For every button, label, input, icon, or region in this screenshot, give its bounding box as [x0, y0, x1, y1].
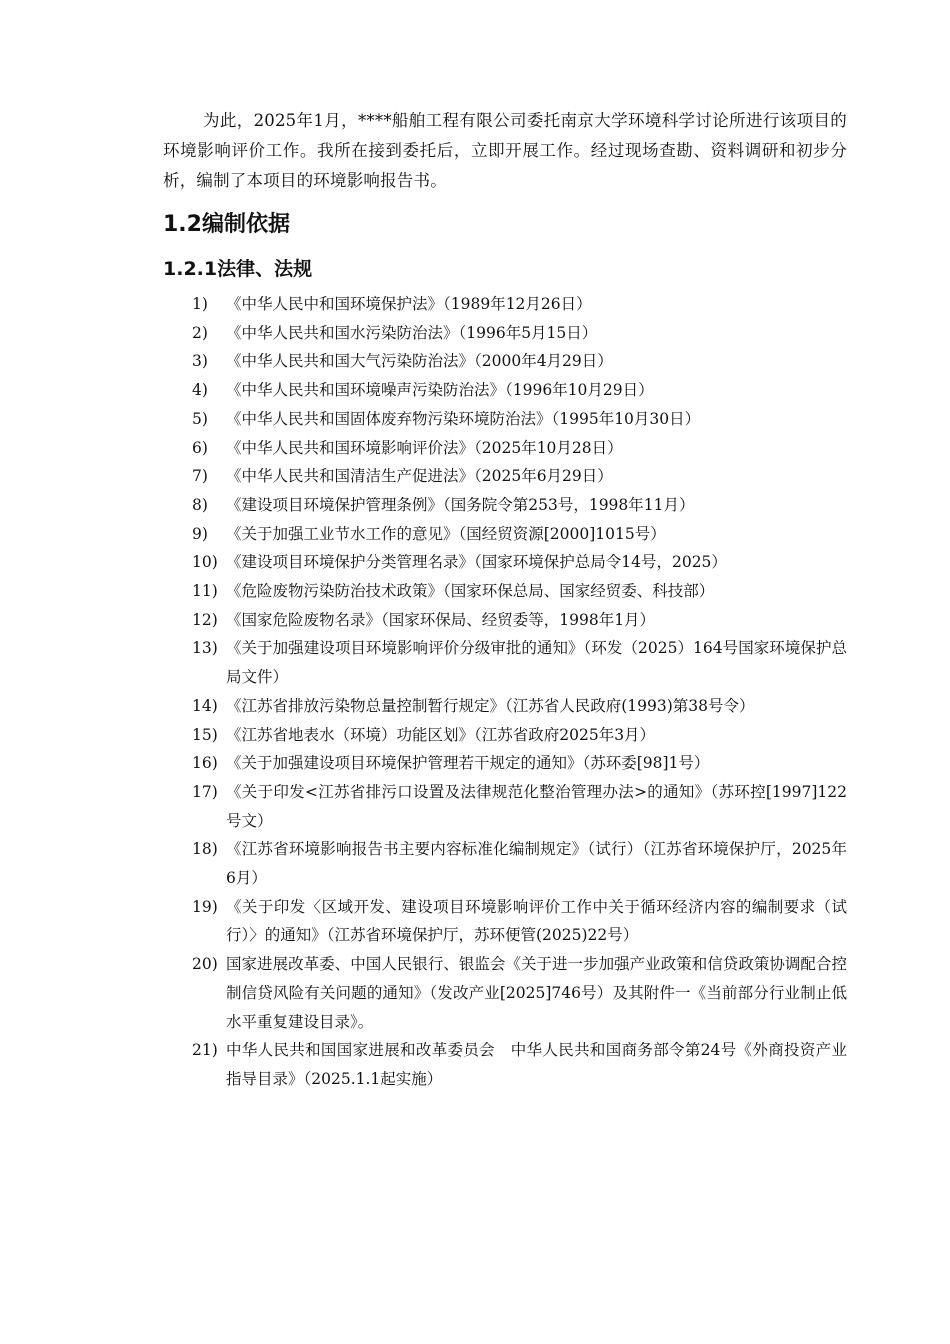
law-list-item — [163, 290, 847, 319]
law-item-text: 《中华人民共和国固体废弃物污染环境防治法》（1995年10月30日） — [226, 409, 701, 428]
law-item-number: 12) — [192, 610, 218, 629]
law-item-text: 《关于印发<江苏省排污口设置及法律规范化整治管理办法>的通知》（苏环控[1997]122号文） — [226, 782, 847, 830]
law-item-number: 7) — [192, 467, 208, 486]
law-list-item — [163, 405, 847, 434]
law-item-text: 中华人民共和国国家进展和改革委员会 中华人民共和国商务部令第24号《外商投资产业指导目录》（2025.1.1起实施） — [226, 1041, 847, 1088]
law-item-number: 5) — [192, 409, 208, 428]
law-item-text: 《国家危险废物名录》（国家环保局、经贸委等，1998年1月） — [226, 610, 656, 629]
law-list-item — [163, 462, 847, 491]
page-content — [163, 106, 847, 1094]
law-list-item — [163, 778, 847, 835]
law-item-number: 11) — [192, 582, 218, 601]
law-item-text: 《中华人民中和国环境保护法》（1989年12月26日） — [226, 295, 592, 313]
law-item-number: 1) — [192, 295, 208, 313]
law-list-item — [163, 606, 847, 635]
law-item-text: 《关于加强建设项目环境保护管理若干规定的通知》（苏环委[98]1号） — [226, 754, 710, 773]
law-list-item — [163, 434, 847, 463]
law-list — [163, 290, 847, 1094]
law-item-text: 《中华人民共和国环境噪声污染防治法》（1996年10月29日） — [226, 381, 654, 400]
law-item-number: 8) — [192, 495, 208, 514]
law-item-text: 国家进展改革委、中国人民银行、银监会《关于进一步加强产业政策和信贷政策协调配合控制信贷风险有关问题的通知》（发改产业[2025]746号）及其附件一《当前部分行业制止低水平重复建设目录》。 — [226, 955, 847, 1031]
law-list-item — [163, 319, 847, 348]
law-list-item — [163, 577, 847, 606]
law-item-number: 14) — [192, 696, 218, 715]
law-list-item — [163, 749, 847, 778]
law-item-text: 《江苏省地表水（环境）功能区划》（江苏省政府2025年3月） — [226, 725, 656, 744]
law-list-item — [163, 950, 847, 1036]
subsection-heading: 1.2.1法律、法规 — [163, 258, 313, 280]
law-item-number: 17) — [192, 782, 218, 801]
law-item-text: 《关于印发〈区域开发、建设项目环境影响评价工作中关于循环经济内容的编制要求（试行）〉的通知》（江苏省环境保护厅，苏环便管(2025)22号） — [226, 897, 847, 945]
law-list-item — [163, 520, 847, 549]
law-item-number: 9) — [192, 524, 208, 543]
law-item-text: 《关于加强建设项目环境影响评价分级审批的通知》（环发（2025）164号国家环境保护总局文件） — [226, 639, 847, 687]
law-list-item — [163, 721, 847, 750]
section-heading: 1.2编制依据 — [163, 212, 290, 237]
law-item-number: 10) — [192, 553, 218, 572]
law-list-item — [163, 491, 847, 520]
law-item-number: 18) — [192, 840, 218, 859]
law-item-text: 《危险废物污染防治技术政策》（国家环保总局、国家经贸委、科技部） — [226, 582, 715, 601]
law-item-number: 15) — [192, 725, 218, 744]
law-item-number: 16) — [192, 754, 218, 773]
law-item-number: 3) — [192, 352, 208, 371]
law-list-item — [163, 634, 847, 691]
law-list-item — [163, 347, 847, 376]
law-list-item — [163, 548, 847, 577]
law-list-item — [163, 835, 847, 892]
law-list-item — [163, 692, 847, 721]
law-list-item — [163, 1036, 847, 1093]
law-item-number: 4) — [192, 381, 208, 400]
law-item-number: 20) — [192, 955, 218, 974]
law-item-text: 《中华人民共和国水污染防治法》（1996年5月15日） — [226, 323, 598, 342]
law-item-text: 《建设项目环境保护管理条例》（国务院令第253号，1998年11月） — [226, 495, 695, 514]
law-item-number: 6) — [192, 438, 208, 457]
law-item-text: 《关于加强工业节水工作的意见》（国经贸资源[2000]1015号） — [226, 524, 666, 543]
law-item-text: 《江苏省环境影响报告书主要内容标准化编制规定》（试行）（江苏省环境保护厅，2025年6月） — [226, 840, 847, 888]
law-item-text: 《中华人民共和国清洁生产促进法》（2025年6月29日） — [226, 467, 613, 486]
law-item-number: 13) — [192, 639, 218, 658]
law-item-text: 《中华人民共和国环境影响评价法》（2025年10月28日） — [226, 438, 623, 457]
law-item-number: 19) — [192, 897, 218, 916]
law-list-item — [163, 893, 847, 950]
law-item-text: 《中华人民共和国大气污染防治法》（2000年4月29日） — [226, 352, 613, 371]
law-item-text: 《建设项目环境保护分类管理名录》（国家环境保护总局令14号，2025） — [226, 553, 727, 572]
intro-paragraph: 为此，2025年1月，****船舶工程有限公司委托南京大学环境科学讨论所进行该项目的环境影响评价工作。我所在接到委托后，立即开展工作。经过现场查勘、资料调研和初步分析，编制了本项目的环境影响报告书。 — [163, 111, 847, 190]
law-item-text: 《江苏省排放污染物总量控制暂行规定》（江苏省人民政府(1993)第38号令） — [226, 696, 755, 715]
law-item-number: 2) — [192, 323, 208, 342]
law-list-item — [163, 376, 847, 405]
law-item-number: 21) — [192, 1041, 218, 1060]
